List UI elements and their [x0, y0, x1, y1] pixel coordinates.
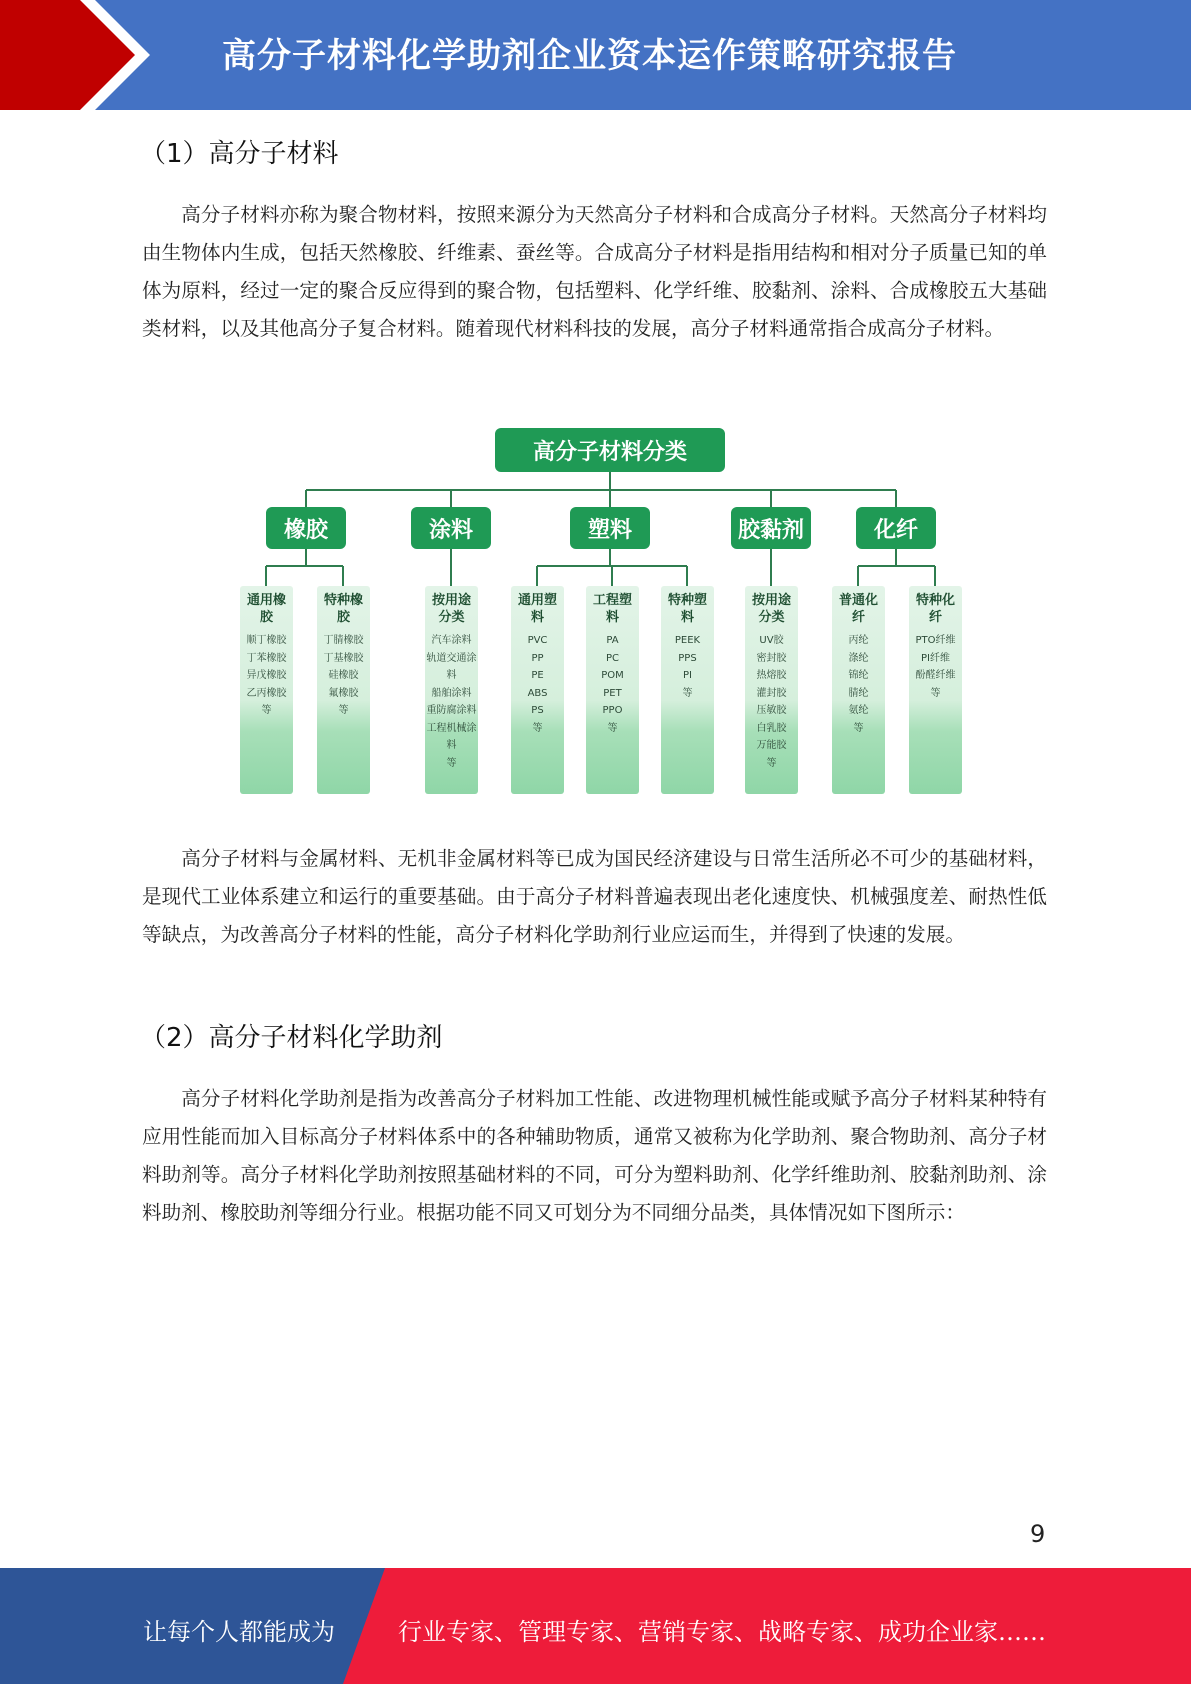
leaf-item: 重防腐涂料 [426, 705, 477, 716]
section-heading-chemical-additives: （2）高分子材料化学助剂 [140, 1023, 443, 1053]
leaf-items [240, 632, 293, 720]
leaf-items [909, 632, 962, 702]
leaf-special-plastic [661, 586, 714, 794]
leaf-general-fiber [832, 586, 885, 794]
leaf-general-rubber [240, 586, 293, 794]
leaf-item: PPO [602, 705, 623, 716]
leaf-adhesive-by-use [745, 586, 798, 794]
leaf-item: 等 [766, 757, 777, 769]
leaf-item: 涤纶 [848, 652, 869, 664]
report-title: 高分子材料化学助剂企业资本运作策略研究报告 [222, 36, 957, 76]
leaf-item: 等 [607, 722, 618, 734]
leaf-item: 密封胶 [756, 652, 787, 664]
leaf-item: 腈纶 [848, 687, 869, 699]
leaf-item: 乙丙橡胶 [246, 687, 287, 699]
page-footer [0, 1568, 1191, 1684]
diagram-root-node: 高分子材料分类 [495, 428, 725, 472]
leaf-title: 通用塑料 [517, 593, 557, 625]
leaf-coating-by-use [425, 586, 478, 794]
leaf-item: 轨道交通涂料 [426, 652, 477, 681]
leaf-item: 锦纶 [848, 670, 869, 681]
leaf-item: ABS [527, 687, 548, 699]
leaf-title: 特种橡胶 [323, 593, 363, 625]
leaf-item: PI纤维 [921, 652, 950, 664]
leaf-item: 等 [338, 705, 349, 716]
category-coating: 涂料 [411, 507, 491, 549]
paragraph-polymer-intro: 高分子材料亦称为聚合物材料，按照来源分为天然高分子材料和合成高分子材料。天然高分子材料均由生物体内生成，包括天然橡胶、纤维素、蚕丝等。合成高分子材料是指用结构和相对分子质量已知的单体为原料，经过一定的聚合反应得到的聚合物，包括塑料、化学纤维、胶黏剂、涂料、合成橡胶五大基础类材料，以及其他高分子复合材料。随着现代材料科技的发展，高分子材料通常指合成高分子材料。 [142, 203, 1047, 340]
leaf-item: 灌封胶 [756, 687, 787, 699]
leaf-item: PS [531, 705, 544, 716]
leaf-items [586, 632, 639, 737]
leaf-title: 工程塑料 [592, 593, 632, 625]
leaf-general-plastic [511, 586, 564, 794]
leaf-item: 汽车涂料 [431, 635, 472, 646]
leaf-item: POM [601, 670, 624, 681]
leaf-title: 特种塑料 [667, 593, 707, 625]
leaf-item: 酚醛纤维 [915, 670, 956, 681]
leaf-item: 压敏胶 [756, 705, 787, 716]
leaf-item: UV胶 [759, 635, 784, 646]
leaf-item: 等 [261, 705, 272, 716]
leaf-item: 热熔胶 [756, 670, 787, 681]
leaf-item: 等 [532, 722, 543, 734]
leaf-title: 按用途分类 [431, 593, 471, 625]
leaf-item: PTO纤维 [915, 635, 956, 646]
category-rubber: 橡胶 [266, 507, 346, 549]
leaf-item: 工程机械涂料 [426, 722, 477, 751]
leaf-item: 等 [682, 687, 693, 699]
leaf-item: PI [683, 670, 692, 681]
footer-slogan-left: 让每个人都能成为 [143, 1618, 335, 1646]
leaf-item: 等 [930, 687, 941, 699]
footer-slogan-right: 行业专家、管理专家、营销专家、战略专家、成功企业家…… [398, 1618, 1046, 1646]
leaf-item: 等 [446, 757, 457, 769]
leaf-item: 丁苯橡胶 [246, 652, 287, 664]
leaf-item: 丁腈橡胶 [323, 635, 364, 646]
leaf-item: 丁基橡胶 [323, 652, 364, 664]
leaf-item: 等 [853, 722, 864, 734]
leaf-title: 普通化纤 [838, 593, 878, 625]
leaf-item: 船舶涂料 [431, 687, 472, 699]
polymer-classification-diagram [240, 420, 975, 800]
leaf-item: PA [606, 635, 619, 646]
leaf-item: 硅橡胶 [328, 670, 359, 681]
leaf-items [661, 632, 714, 702]
leaf-item: PC [605, 652, 619, 664]
category-plastic: 塑料 [570, 507, 650, 549]
page-number: 9 [1030, 1520, 1046, 1548]
category-adhesive: 胶黏剂 [731, 507, 811, 549]
leaf-items [425, 632, 478, 772]
leaf-item: PVC [527, 635, 548, 646]
leaf-title: 特种化纤 [915, 593, 955, 625]
leaf-item: PPS [678, 652, 697, 664]
leaf-items [511, 632, 564, 737]
leaf-item: 氨纶 [848, 705, 869, 716]
leaf-title: 按用途分类 [751, 593, 791, 625]
leaf-engineering-plastic [586, 586, 639, 794]
section-heading-polymer-materials: （1）高分子材料 [140, 139, 339, 169]
leaf-items [832, 632, 885, 737]
leaf-item: PP [531, 652, 544, 664]
leaf-item: 异戊橡胶 [246, 670, 287, 681]
category-fiber: 化纤 [856, 507, 936, 549]
leaf-item: 白乳胶 [756, 722, 787, 734]
leaf-item: 丙纶 [848, 635, 869, 646]
leaf-items [745, 632, 798, 772]
page-header [0, 0, 1191, 110]
leaf-item: 万能胶 [756, 740, 787, 751]
leaf-title: 通用橡胶 [246, 593, 286, 625]
leaf-special-rubber [317, 586, 370, 794]
leaf-item: 顺丁橡胶 [246, 635, 287, 646]
leaf-item: PEEK [674, 635, 701, 646]
leaf-special-fiber [909, 586, 962, 794]
paragraph-polymer-importance: 高分子材料与金属材料、无机非金属材料等已成为国民经济建设与日常生活所必不可少的基础材料，是现代工业体系建立和运行的重要基础。由于高分子材料普遍表现出老化速度快、机械强度差、耐热性低等缺点，为改善高分子材料的性能，高分子材料化学助剂行业应运而生，并得到了快速的发展。 [142, 847, 1047, 946]
leaf-item: PE [531, 670, 544, 681]
leaf-item: PET [603, 687, 622, 699]
paragraph-chemical-additives: 高分子材料化学助剂是指为改善高分子材料加工性能、改进物理机械性能或赋予高分子材料某种特有应用性能而加入目标高分子材料体系中的各种辅助物质，通常又被称为化学助剂、聚合物助剂、高分子材料助剂等。高分子材料化学助剂按照基础材料的不同，可分为塑料助剂、化学纤维助剂、胶黏剂助剂、涂料助剂、橡胶助剂等细分行业。根据功能不同又可划分为不同细分品类，具体情况如下图所示： [142, 1087, 1047, 1224]
leaf-item: 氟橡胶 [328, 687, 359, 699]
leaf-items [317, 632, 370, 720]
